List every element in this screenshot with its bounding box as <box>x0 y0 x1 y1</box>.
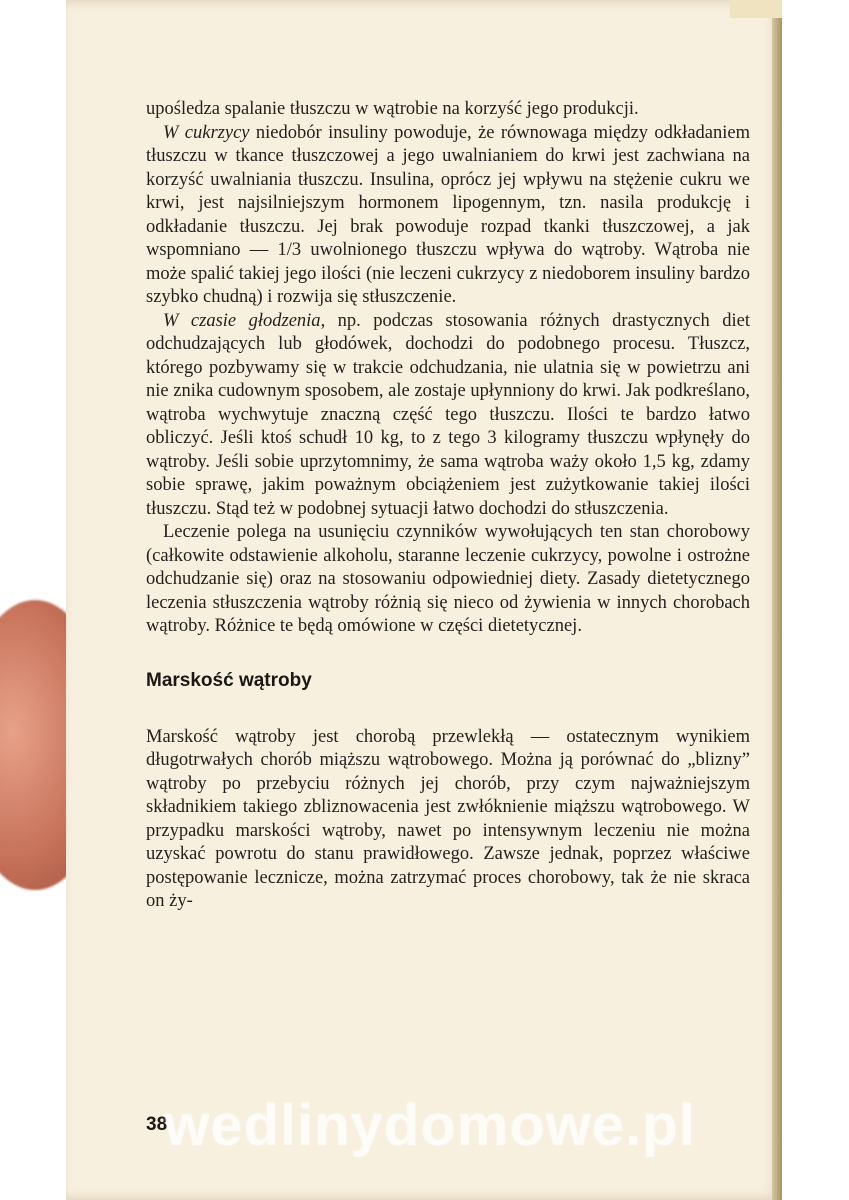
paragraph <box>146 726 750 914</box>
watermark: wedlinydomowe.pl <box>164 1093 696 1158</box>
text-run: Leczenie polega na usunięciu czynników wywołujących ten stan chorobowy (całkowite odstawienie alkoholu, staranne leczenie cukrzycy, powolne i ostrożne odchudzanie się) oraz na stosowaniu odpowiedniej diety. Zasady dietetycznego leczenia stłuszczenia wątroby różnią się nieco od żywienia w innych chorobach wątroby. Różnice te będą omówione w części dietetycznej. <box>146 522 750 636</box>
paragraph <box>146 310 750 522</box>
text-run: niedobór insuliny powoduje, że równowaga między odkładaniem tłuszczu w tkance tłuszczowej a jego uwalnianiem do krwi jest zachwiana na korzyść uwalniania tłuszczu. Insulina, oprócz jej wpływu na stężenie cukru we krwi, jest najsilniejszym hormonem lipogennym, tzn. nasila produkcję i odkładanie tłuszczu. Jej brak powoduje rozpad tkanki tłuszczowej, a jak wspomniano — 1/3 uwolnionego tłuszczu wpływa do wątroby. Wątroba nie może spalić takiej jego ilości (nie leczeni cukrzycy z niedoborem insuliny bardzo szybko chudną) i rozwija się stłuszczenie. <box>146 122 750 307</box>
text-run: Marskość wątroby jest chorobą przewlekłą — ostatecznym wynikiem długotrwałych chorób miąższu wątrobowego. Można ją porównać do „blizny” wątroby po przebyciu różnych jej chorób, przy czym najważniejszym składnikiem takiego zbliznowacenia jest zwłóknienie miąższu wątrobowego. W przypadku marskości wątroby, nawet po intensywnym leczeniu nie można uzyskać powrotu do stanu prawidłowego. Zawsze jednak, poprzez właściwe postępowanie lecznicze, można zatrzymać proces chorobowy, tak że nie skraca on ży- <box>146 726 750 911</box>
paragraph <box>146 98 750 122</box>
text-run: , np. podczas stosowania różnych drastycznych diet odchudzających lub głodówek, dochodzi do podobnego procesu. Tłuszcz, którego pozbywamy się w trakcie odchudzania, nie ulatnia się w powietrzu ani nie znika cudownym sposobem, ale zostaje upłynniony do krwi. Jak podkreślano, wątroba wychwytuje znaczną część tego tłuszczu. Ilości te bardzo łatwo obliczyć. Jeśli ktoś schudł 10 kg, to z tego 3 kilogramy tłuszczu wpłynęły do wątroby. Jeśli sobie uprzytomnimy, że sama wątroba waży około 1,5 kg, zdamy sobie sprawę, jakim poważnym obciążeniem jest zużytkowanie takiej ilości tłuszczu. Stąd też w podobnej sytuacji łatwo dochodzi do stłuszczenia. <box>146 310 751 519</box>
bottom-paragraphs <box>146 726 750 914</box>
body-text <box>146 98 750 914</box>
page-number: 38 <box>146 1114 168 1135</box>
paragraph <box>146 521 750 639</box>
paragraph <box>146 122 750 310</box>
italic-phrase: W czasie głodzenia <box>163 310 321 331</box>
top-paragraphs <box>146 98 750 639</box>
italic-phrase: W cukrzycy <box>163 122 250 143</box>
section-heading: Marskość wątroby <box>146 669 312 691</box>
page-corner <box>730 0 782 18</box>
text-run: upośledza spalanie tłuszczu w wątrobie na korzyść jego produkcji. <box>146 99 639 119</box>
page-edge <box>772 0 782 1200</box>
